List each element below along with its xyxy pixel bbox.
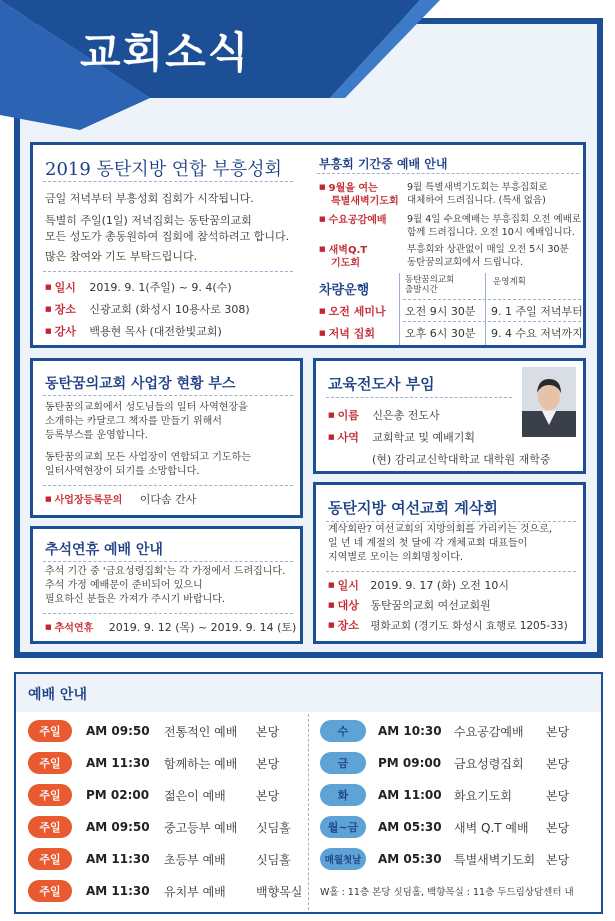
worship-title: 예배 안내 — [16, 674, 601, 712]
page-title: 교회소식 — [80, 28, 251, 77]
shuttle-title: 차량운행 — [319, 283, 370, 298]
day-badge: 매월첫날 — [320, 848, 366, 870]
worship-row: 주일 AM 11:30 함께하는 예배 본당 — [28, 748, 279, 778]
chuseok-title: 추석연휴 예배 안내 — [45, 542, 163, 558]
shuttle-row-morning-time: 오전 9시 30분 — [405, 305, 476, 318]
chuseok-section — [30, 526, 303, 644]
day-badge: 주일 — [28, 784, 72, 806]
revival-title: 2019 동탄지방 연합 부흥성회 — [45, 159, 282, 180]
evangelist-name: ■ 이름 신은총 전도사 — [328, 407, 440, 423]
worship-row: 주일 AM 09:50 중고등부 예배 싯딤홀 — [28, 812, 291, 842]
booth-para1: 동탄꿈의교회에서 성도님들의 일터 사역현장을 소개하는 카달로그 책자를 만들기 위해서 등록부스를 운영합니다. — [45, 402, 248, 441]
shuttle-row-evening-plan: 9. 4 수요 저녁까지 — [491, 327, 583, 340]
worship-row: 주일 AM 11:30 유치부 예배 백향목실 — [28, 876, 302, 906]
worship-row: 금 PM 09:00 금요성령집회 본당 — [320, 748, 569, 778]
evangelist-role: ■ 사역 교회학교 및 예배기획 — [328, 429, 475, 445]
evangelist-section — [313, 358, 586, 474]
day-badge: 월~금 — [320, 816, 366, 838]
worship-row: 주일 AM 11:30 초등부 예배 싯딤홀 — [28, 844, 291, 874]
shuttle-row-evening: ■ 저녁 집회 — [319, 325, 375, 341]
day-badge: 금 — [320, 752, 366, 774]
contract-place: ■ 장소 평화교회 (경기도 화성시 효행로 1205-33) — [328, 617, 568, 633]
evangelist-title: 교육전도사 부임 — [328, 375, 435, 393]
worship-row: 주일 PM 02:00 젊은이 예배 본당 — [28, 780, 279, 810]
revival-para3: 많은 참여와 기도 부탁드립니다. — [45, 250, 198, 263]
revival-para1: 금일 저녁부터 부흥성회 집회가 시작됩니다. — [45, 192, 254, 205]
shuttle-row-morning-plan: 9. 1 주일 저녁부터 — [491, 305, 583, 318]
worship-row: 주일 AM 09:50 전통적인 예배 본당 — [28, 716, 279, 746]
contract-section — [313, 482, 586, 644]
worship-footnote: W홀 : 11층 본당 싯딤홀, 백향목실 : 11층 두드림상담센터 내 — [320, 887, 574, 898]
day-badge: 주일 — [28, 816, 72, 838]
worship-schedule — [14, 672, 603, 914]
revival-detail-speaker: ■ 강사 백용현 목사 (대전한빛교회) — [45, 323, 222, 339]
revival-para2a: 특별히 주일(1일) 저녁집회는 동탄꿈의교회 — [45, 214, 252, 227]
booth-section — [30, 358, 303, 518]
contract-para: 계삭회란? 여선교회의 지방의회를 가리키는 것으로, 일 년 네 계절의 첫 달에 각 개체교회 대표들이 지역별로 모이는 의회명칭이다. — [328, 524, 553, 563]
revival-detail-place: ■ 장소 신광교회 (화성시 10용사로 308) — [45, 301, 250, 317]
chuseok-date: ■ 추석연휴 2019. 9. 12 (목) ~ 2019. 9. 14 (토) — [45, 619, 296, 635]
contract-title: 동탄지방 여선교회 계삭회 — [328, 499, 498, 517]
day-badge: 화 — [320, 784, 366, 806]
evangelist-note: (현) 감리교신학대학교 대학원 재학중 — [372, 453, 551, 466]
booth-title: 동탄꿈의교회 사업장 현황 부스 — [45, 376, 236, 392]
worship-row: 화 AM 11:00 화요기도회 본당 — [320, 780, 569, 810]
day-badge: 주일 — [28, 720, 72, 742]
shuttle-col2-head: 운영계획 — [493, 277, 526, 287]
revival-detail-date: ■ 일시 2019. 9. 1(주일) ~ 9. 4(수) — [45, 279, 232, 295]
booth-contact: ■ 사업장등록문의 이다솜 간사 — [45, 491, 196, 507]
chuseok-para: 추석 기간 중 '금요성령집회'는 각 가정에서 드려집니다. 추석 가정 예배문이 준비되어 있으니 필요하신 분들은 가져가 주시기 바랍니다. — [45, 566, 286, 605]
worship-row: 수 AM 10:30 수요공감예배 본당 — [320, 716, 569, 746]
day-badge: 수 — [320, 720, 366, 742]
day-badge: 주일 — [28, 880, 72, 902]
guide-title: 부흥회 기간중 예배 안내 — [319, 157, 448, 171]
contract-date: ■ 일시 2019. 9. 17 (화) 오전 10시 — [328, 577, 509, 593]
contract-target: ■ 대상 동탄꿈의교회 여선교회원 — [328, 597, 491, 613]
revival-para2b: 모든 성도가 총동원하여 집회에 참석하려고 합니다. — [45, 230, 290, 243]
worship-row: 월~금 AM 05:30 새벽 Q.T 예배 본당 — [320, 812, 569, 842]
shuttle-row-evening-time: 오후 6시 30분 — [405, 327, 476, 340]
booth-para2: 동탄꿈의교회 모든 사업장이 연합되고 기도하는 일터사역현장이 되기를 소망합니다. — [45, 452, 251, 477]
day-badge: 주일 — [28, 752, 72, 774]
day-badge: 주일 — [28, 848, 72, 870]
revival-section: 2019 동탄지방 연합 부흥성회 금일 저녁부터 부흥성회 집회가 시작됩니다. 특별히 주일(1일) 저녁집회는 동탄꿈의교회 모든 성도가 총동원하여 집회에 참석하려고 합니다. 많은 참여와 기도 부탁드립니다. ■ 일시 2019. 9. 1(주일) ~ 9. 4(수) ■ 장소 신광교회 (화성시 10용사로 308) ■ 강사 백용현 목사 (대전한빛교회) 부흥회 기간중 예배 안내 ■ 9월을 여는 특별새벽기도회 9월 특별새벽기도회는 부흥집회로 대체하여 드려집니다. (특새 없음) ■ 수요공감예배 9월 4일 수요예배는 부흥집회 오전 예배로 함께 드려집니다. 오전 10시 예배입니다. ■ 새벽Q.T 기도회 부흥회와 상관없이 매일 오전 5시 30분 동탄꿈의교회에서 드립니다. 차량운행 동탄꿈의교회 출발시간 운영계획 ■ 오전 세미나 오전 9시 30분 9. 1 주일 저녁부터 ■ 저녁 집회 오후 6시 30분 9. 4 수요 저녁까지 — [30, 142, 586, 348]
shuttle-row-morning: ■ 오전 세미나 — [319, 303, 386, 319]
worship-row: 매월첫날 AM 05:30 특별새벽기도회 본당 — [320, 844, 569, 874]
evangelist-photo — [522, 367, 576, 437]
shuttle-col1-head: 동탄꿈의교회 출발시간 — [405, 275, 455, 295]
